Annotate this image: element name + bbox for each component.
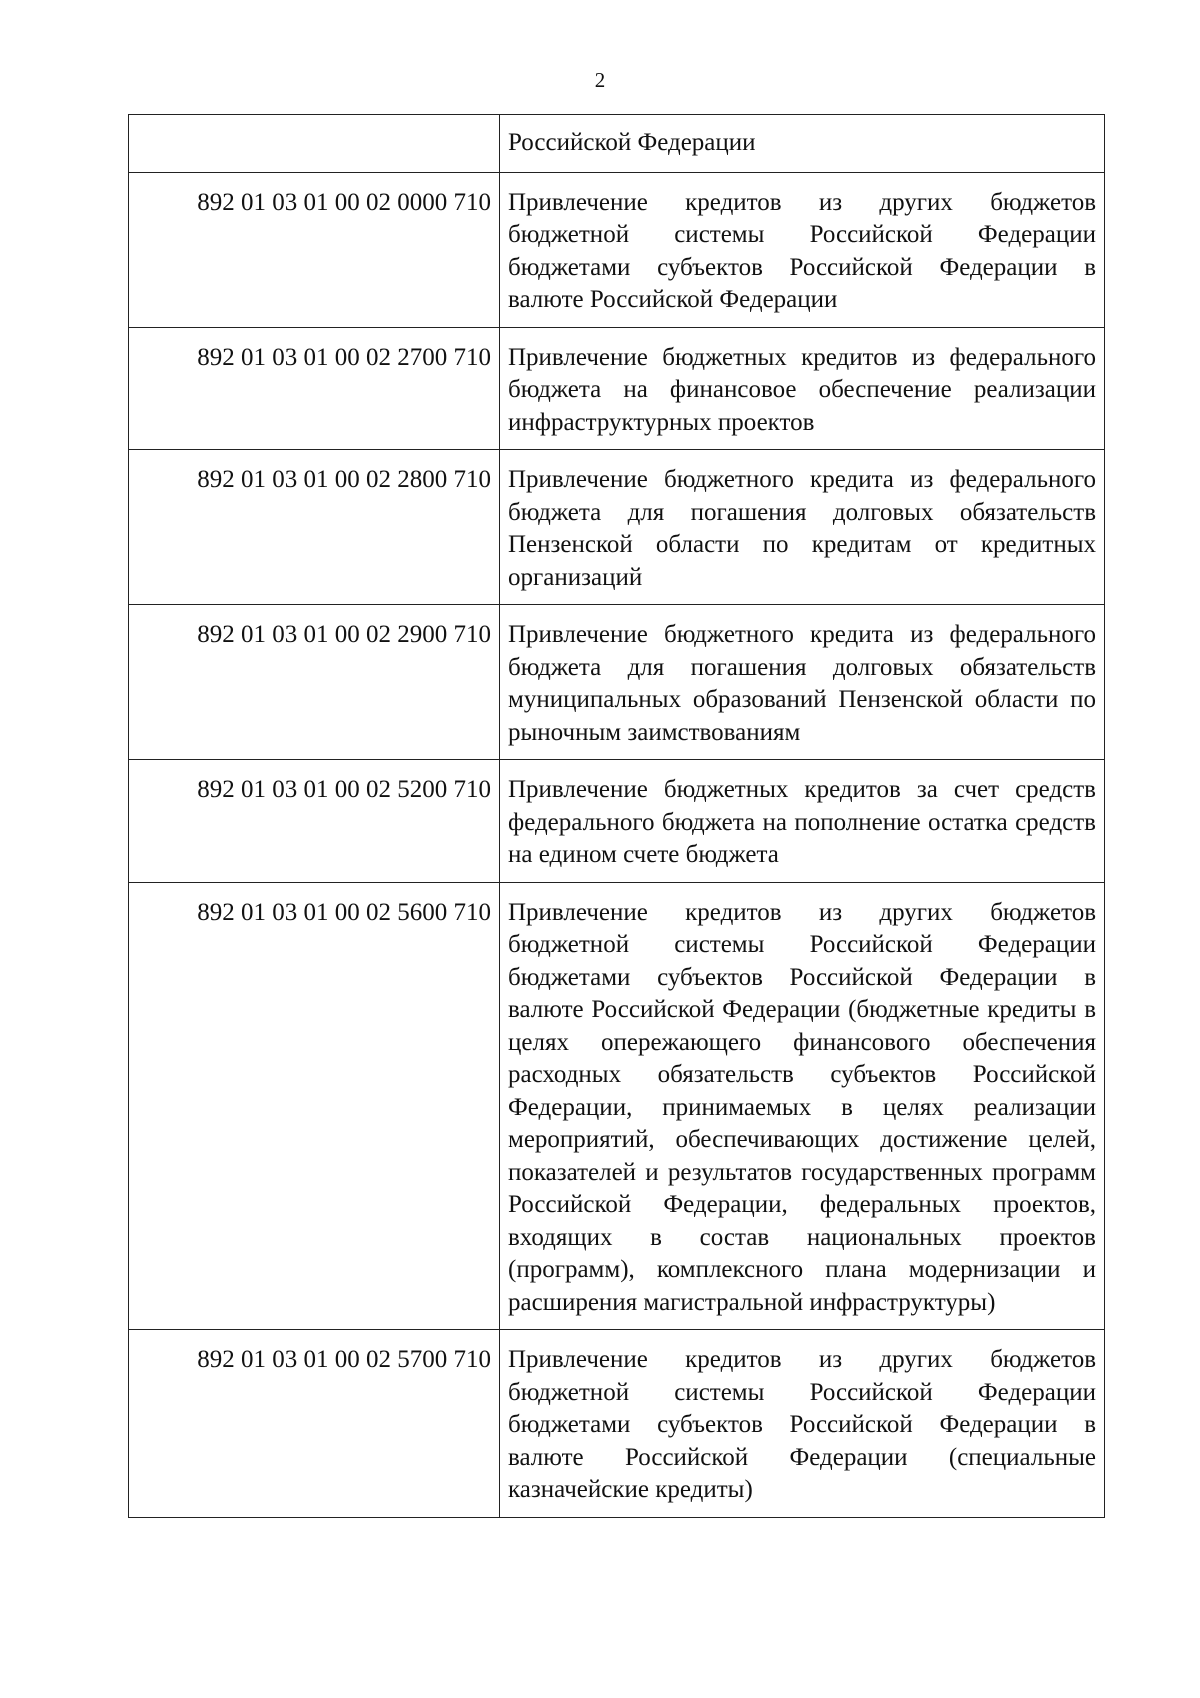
code-description: Привлечение бюджетных кредитов за счет средств федерального бюджета на пополнение остатка средств на едином счете бюджета	[500, 760, 1105, 883]
table-row	[129, 882, 1105, 1330]
table-row	[129, 115, 1105, 173]
code-description: Привлечение бюджетного кредита из федерального бюджета для погашения долговых обязательств Пензенской области по кредитам от кредитных организаций	[500, 450, 1105, 605]
table-row	[129, 327, 1105, 450]
budget-code	[129, 115, 500, 173]
budget-code: 892 01 03 01 00 02 5200 710	[129, 760, 500, 883]
code-description: Российской Федерации	[500, 115, 1105, 173]
budget-code: 892 01 03 01 00 02 5600 710	[129, 882, 500, 1330]
page-number: 2	[594, 68, 606, 92]
budget-code: 892 01 03 01 00 02 2900 710	[129, 605, 500, 760]
code-description: Привлечение кредитов из других бюджетов бюджетной системы Российской Федерации бюджетами субъектов Российской Федерации в валюте Российской Федерации (специальные казначейские кредиты)	[500, 1330, 1105, 1518]
table-row	[129, 760, 1105, 883]
budget-code: 892 01 03 01 00 02 0000 710	[129, 172, 500, 327]
table-row	[129, 605, 1105, 760]
budget-code: 892 01 03 01 00 02 2800 710	[129, 450, 500, 605]
code-description: Привлечение кредитов из других бюджетов бюджетной системы Российской Федерации бюджетами субъектов Российской Федерации в валюте Российской Федерации (бюджетные кредиты в целях опережающего финансового обеспечения расходных обязательств субъектов Российской Федерации, принимаемых в целях реализации мероприятий, обеспечивающих достижение целей, показателей и результатов государственных программ Российской Федерации, федеральных проектов, входящих в состав национальных проектов (программ), комплексного плана модернизации и расширения магистральной инфраструктуры)	[500, 882, 1105, 1330]
code-description: Привлечение бюджетных кредитов из федерального бюджета на финансовое обеспечение реализации инфраструктурных проектов	[500, 327, 1105, 450]
code-description: Привлечение бюджетного кредита из федерального бюджета для погашения долговых обязательств муниципальных образований Пензенской области по рыночным заимствованиям	[500, 605, 1105, 760]
table-row	[129, 450, 1105, 605]
budget-code: 892 01 03 01 00 02 2700 710	[129, 327, 500, 450]
budget-code: 892 01 03 01 00 02 5700 710	[129, 1330, 500, 1518]
budget-code-table	[128, 114, 1105, 1518]
table-row	[129, 172, 1105, 327]
table-row	[129, 1330, 1105, 1518]
code-description: Привлечение кредитов из других бюджетов бюджетной системы Российской Федерации бюджетами субъектов Российской Федерации в валюте Российской Федерации	[500, 172, 1105, 327]
